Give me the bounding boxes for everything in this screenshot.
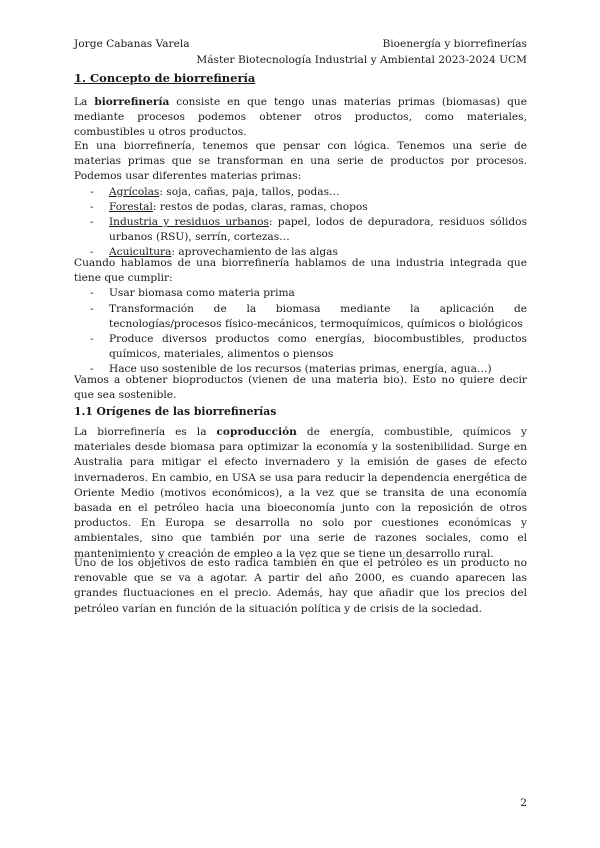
section-1-title: 1. Concepto de biorrefinería	[74, 71, 256, 85]
header-author: Jorge Cabanas Varela	[74, 38, 190, 50]
list-item: - Industria y residuos urbanos: papel, lodos de depuradora, residuos sólidos urbanos (RSU), serrín, cortezas…	[74, 215, 527, 245]
materias-list	[74, 185, 527, 261]
section-1-1-petroleo	[74, 556, 527, 617]
term-coproduccion: coproducción	[216, 426, 297, 438]
section-1-cumplir	[74, 256, 527, 378]
section-1-1-title: 1.1 Orígenes de las biorrefinerías	[74, 405, 277, 418]
header-course: Máster Biotecnología Industrial y Ambiental 2023-2024 UCM	[196, 53, 527, 66]
cumplir-list	[74, 286, 527, 377]
section-1-materias	[74, 139, 527, 261]
list-item: - Agrícolas: soja, cañas, paja, tallos, podas…	[74, 185, 527, 200]
paragraph-materias: En una biorrefinería, tenemos que pensar con lógica. Tenemos una serie de materias primas que se transforman en una serie de productos por procesos. Podemos usar diferentes materias primas:	[74, 140, 527, 183]
list-item: - Forestal: restos de podas, claras, ramas, chopos	[74, 200, 527, 215]
list-item: - Hace uso sostenible de los recursos (materias primas, energía, agua…)	[74, 362, 527, 377]
paragraph-bioproductos: Vamos a obtener bioproductos (vienen de una materia bio). Esto no quiere decir que sea sostenible.	[74, 374, 527, 402]
section-1-bioproductos	[74, 373, 527, 403]
page-number: 2	[520, 797, 527, 809]
section-1-intro	[74, 95, 527, 141]
header-right	[196, 37, 527, 68]
paragraph-origenes: La biorrefinería es la coproducción de energía, combustible, químicos y materiales desde biomasa para optimizar la economía y la sostenibilidad. Surge en Australia para mitigar el efecto invernadero y la emisión de gases de efecto invernaderos. En cambio, en USA se usa para reducir la dependencia energética de Oriente Medio (motivos económicos), a la vez que se transita de una economía basada en el petróleo hacia una bioeconomía junto con la reposición de otros productos. En Europa se desarrolla no solo por cuestiones económicas y ambientales, sino que también por una serie de razones sociales, como el mantenimiento y creación de empleo a la vez que se tiene un desarrollo rural.	[74, 426, 527, 560]
list-item: - Usar biomasa como materia prima	[74, 286, 527, 301]
term-biorrefineria: biorrefinería	[94, 96, 170, 108]
paragraph-definition: La biorrefinería consiste en que tengo unas materias primas (biomasas) que mediante procesos podemos obtener otros productos, como materiales, combustibles u otros productos.	[74, 96, 528, 139]
list-item: - Produce diversos productos como energías, biocombustibles, productos químicos, materiales, alimentos o piensos	[74, 332, 527, 362]
list-item: - Transformación de la biomasa mediante la aplicación de tecnologías/procesos físico-mecánicos, termoquímicos, químicos o biológicos	[74, 302, 527, 332]
section-1-1-origenes	[74, 425, 527, 562]
section-1-1	[74, 404, 527, 419]
paragraph-cumplir: Cuando hablamos de una biorrefinería hablamos de una industria integrada que tiene que cumplir:	[74, 257, 527, 285]
list-item: - Acuicultura: aprovechamiento de las algas	[74, 245, 527, 260]
paragraph-petroleo: Uno de los objetivos de esto radica también en que el petróleo es un producto no renovable que se va a agotar. A partir del año 2000, es cuando aparecen las grandes fluctuaciones en el precio. Además, hay que añadir que los precios del petróleo varían en función de la situación política y de crisis de la sociedad.	[74, 557, 527, 615]
header-subject: Bioenergía y biorrefinerías	[382, 38, 527, 50]
